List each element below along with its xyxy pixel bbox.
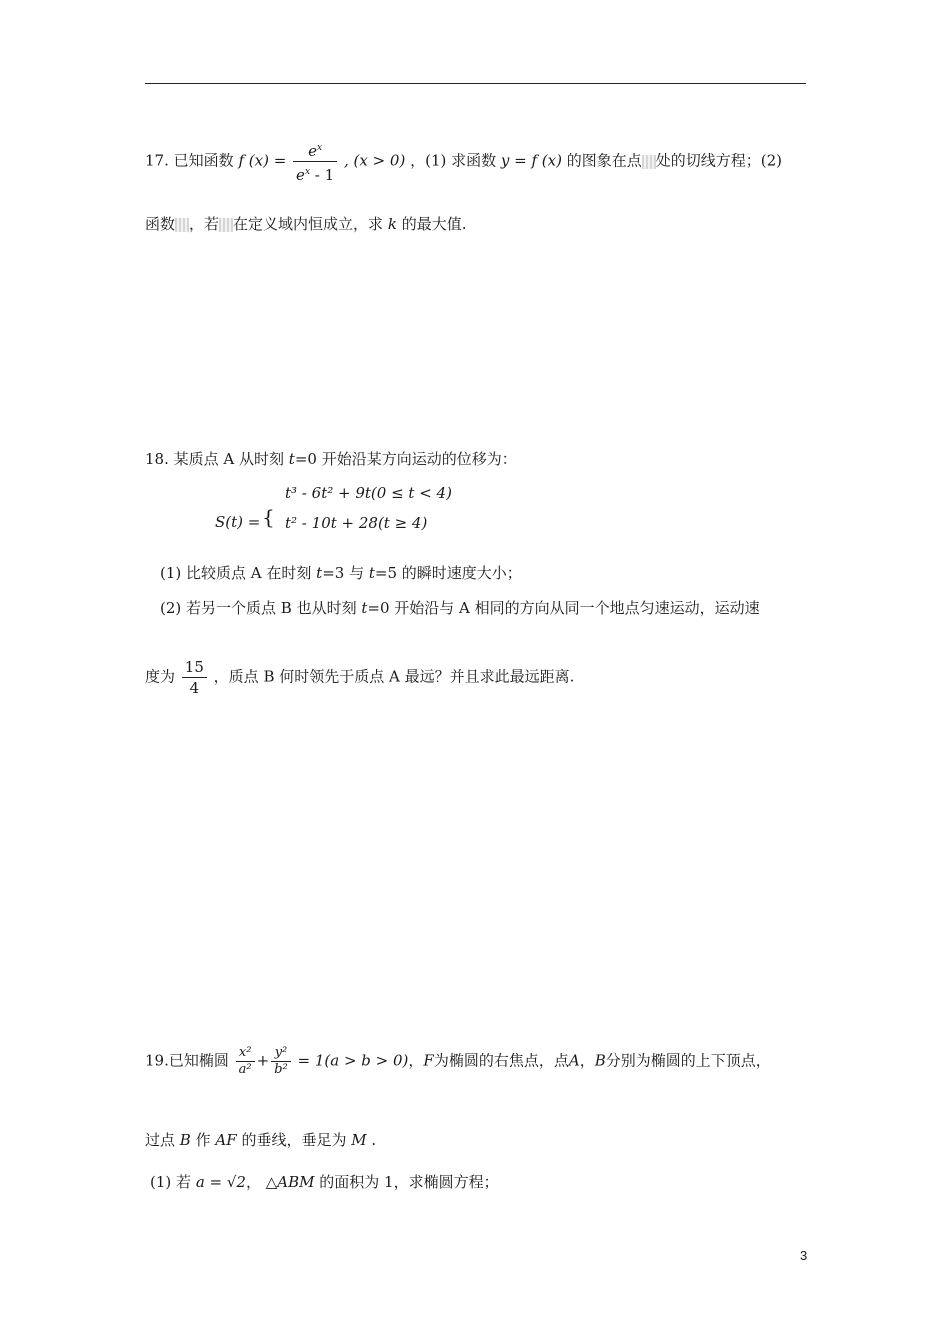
q18-case2: t² - 10t + 28(t ≥ 4) (285, 514, 428, 532)
q19-x2: x² (238, 1045, 252, 1060)
q17-line2-a: 函数 (145, 215, 176, 233)
q19-lead: 已知椭圆 (168, 1051, 229, 1070)
q18-part3 (145, 657, 574, 698)
q19-eq: = 1(a > b > 0) (292, 1051, 409, 1070)
q17-yfx: y = f (x) (500, 151, 562, 170)
q19-a2: a² (238, 1062, 252, 1077)
q19-b2: b² (274, 1062, 288, 1077)
q17-line2-d: 的最大值. (401, 215, 467, 233)
q19-line1: 19.已知椭圆 $\frac{\text{x²}}{\text{a²}}$ + $\frac{\text{y²}}{\text{b²}}$ = 1(a > b > 0)，F为椭圆的右焦点，点A，B分别为椭圆的上下顶点， (145, 1045, 771, 1077)
q19-B: B (594, 1051, 606, 1070)
header-rule (145, 83, 806, 84)
q17-line1 (145, 138, 782, 185)
q18-frac-den: 4 (189, 679, 200, 697)
q17-part1-b: 的图象在点 (566, 151, 642, 170)
q18-t: t (361, 599, 368, 617)
q19-number: 19. (145, 1051, 169, 1070)
q18-p3-b: ，质点 B 何时领先于质点 A 最远？并且求此最远距离. (213, 667, 575, 686)
q19-l2-c: 的垂线，垂足为 (241, 1131, 347, 1149)
q19-A: A (568, 1051, 580, 1070)
q17-fx: f (x) = (238, 151, 287, 170)
q17-line2-c: 在定义域内恒成立，求 (233, 215, 384, 233)
q18-head-a: 18. 某质点 A 从时刻 (145, 450, 284, 468)
q17-line2-b: ，若 (189, 215, 220, 233)
q19-frac-y (271, 1045, 291, 1078)
q19-F: F (423, 1051, 434, 1070)
q18-p1-c: =5 的瞬时速度大小； (374, 564, 522, 582)
q17-lead: 已知函数 (173, 151, 234, 170)
page-number: 3 (800, 1248, 808, 1263)
q18-head (145, 449, 517, 469)
q19-y2: y² (274, 1045, 288, 1060)
q18-p1-b: =3 与 (322, 564, 365, 582)
q18-p1-a: (1) 比较质点 A 在时刻 (160, 564, 312, 582)
q17-part1-c: 处的切线方程；(2) (655, 151, 783, 170)
blurred-formula-icon (175, 218, 189, 232)
q17-domain: , (x > 0) (343, 151, 406, 170)
q18-p3-a: 度为 (145, 667, 176, 686)
q17-part1-a: ，(1) 求函数 (410, 151, 497, 170)
q19-l2-d: . (371, 1131, 377, 1149)
q17-num-sup: x (317, 143, 323, 153)
q17-line2 (145, 214, 466, 234)
q19-triangle: △ABM (265, 1173, 315, 1191)
q17-number: 17. (145, 151, 169, 170)
q18-part1 (160, 563, 522, 583)
q19-l2-a: 过点 (145, 1131, 176, 1149)
q18-part2 (160, 598, 760, 618)
q19-t2: 分别为椭圆的上下顶点， (605, 1051, 771, 1070)
q19-l2-b: 作 (195, 1131, 211, 1149)
blurred-formula-icon (642, 155, 656, 169)
q19-M: M (351, 1131, 367, 1149)
q19-p1-b: 的面积为 1，求椭圆方程； (319, 1173, 499, 1191)
q17-fraction (293, 138, 337, 185)
q17-den-sup: x (304, 167, 311, 177)
q18-head-b: =0 开始沿某方向运动的位移为： (294, 450, 517, 468)
q18-speed-fraction (182, 657, 207, 698)
q18-case1: t³ - 6t² + 9t(0 ≤ t < 4) (285, 484, 452, 502)
q17-k: k (387, 215, 397, 233)
q19-t1: 为椭圆的右焦点，点 (433, 1051, 569, 1070)
q17-num-e: e (308, 142, 318, 160)
q17-den-tail: - 1 (310, 166, 335, 184)
q18-p2-a: (2) 若另一个质点 B 也从时刻 (160, 599, 357, 617)
q19-B: B (179, 1131, 191, 1149)
q18-t: t (316, 564, 323, 582)
piecewise-brace-icon: { (262, 505, 275, 529)
q18-t: t (288, 450, 295, 468)
q19-p1-a: (1) 若 (150, 1173, 192, 1191)
q17-den-e: e (296, 166, 305, 184)
q19-frac-x (236, 1045, 255, 1078)
q19-part1: (1) 若 a = √2， △ABM 的面积为 1，求椭圆方程； (150, 1173, 499, 1191)
q18-S: S(t) = (215, 513, 261, 531)
blurred-formula-icon (219, 218, 233, 232)
q18-t: t (368, 564, 375, 582)
q18-p2-b: =0 开始沿与 A 相同的方向从同一个地点匀速运动，运动速 (367, 599, 760, 617)
q18-frac-num: 15 (184, 658, 204, 676)
q19-AF: AF (215, 1131, 237, 1149)
q19-cond: a = √2 (195, 1173, 246, 1191)
q19-line2 (145, 1130, 376, 1150)
